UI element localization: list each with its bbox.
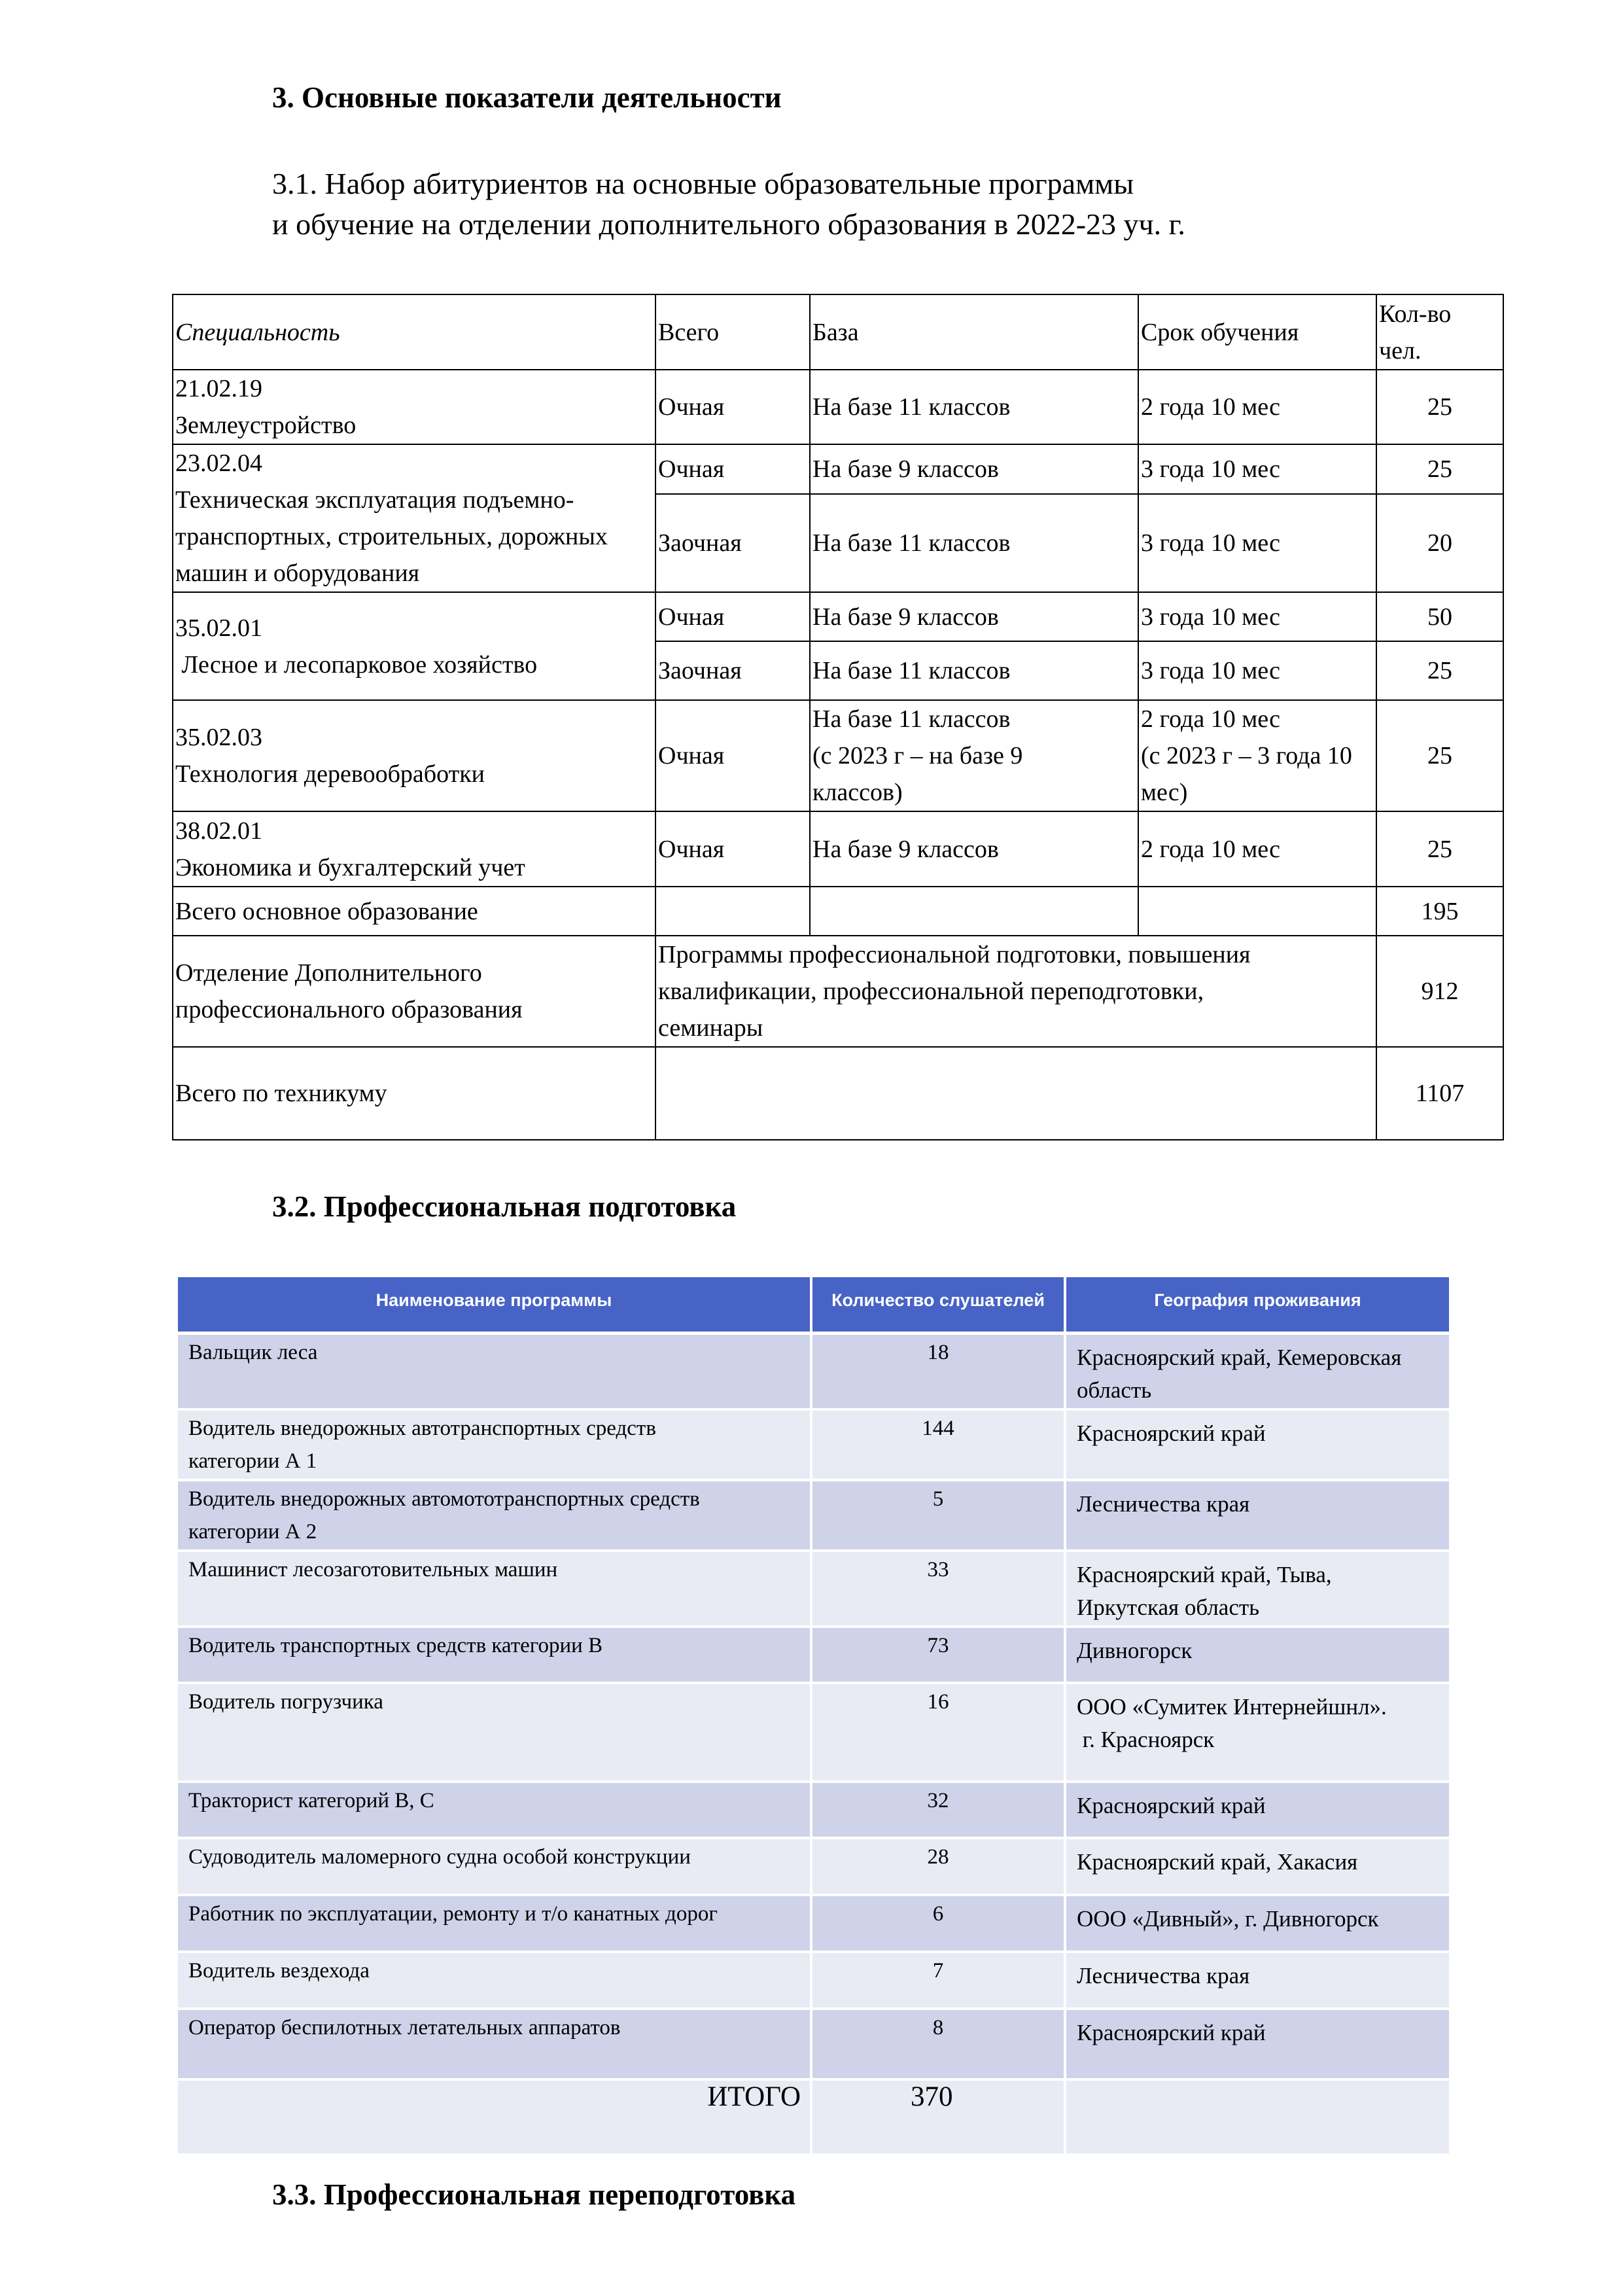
listeners-cell: 8 (811, 2009, 1065, 2079)
geography-cell: Лесничества края (1065, 1480, 1449, 1551)
table-row (173, 370, 1503, 444)
listeners-cell: 73 (811, 1627, 1065, 1683)
listeners-cell: 144 (811, 1409, 1065, 1480)
total-main-label: Всего основное образование (173, 887, 655, 936)
header-geography: География проживания (1065, 1277, 1449, 1333)
base-cell: На базе 11 классов (810, 494, 1138, 592)
total-main-value: 195 (1376, 887, 1503, 936)
specialty-cell: 35.02.01 Лесное и лесопарковое хозяйство (173, 592, 655, 700)
geography-cell: ООО «Дивный», г. Дивногорск (1065, 1895, 1449, 1952)
header-count: Кол-во чел. (1376, 294, 1503, 370)
listeners-cell: 28 (811, 1838, 1065, 1895)
form-cell: Заочная (655, 494, 810, 592)
section-31-title-line1: 3.1. Набор абитуриентов на основные образовательные программы (272, 167, 1134, 200)
table-header-row (173, 294, 1503, 370)
geography-cell: Красноярский край, Хакасия (1065, 1838, 1449, 1895)
listeners-cell: 33 (811, 1551, 1065, 1627)
form-cell: Очная (655, 700, 810, 811)
dpo-description: Программы профессиональной подготовки, повышения квалификации, профессиональной переподготовки, семинары (655, 936, 1376, 1047)
total-all-value: 1107 (1376, 1047, 1503, 1140)
program-cell: Вальщик леса (178, 1333, 811, 1409)
table-row (178, 1952, 1449, 2009)
count-cell: 25 (1376, 370, 1503, 444)
count-cell: 25 (1376, 811, 1503, 887)
table-row (178, 1895, 1449, 1952)
count-cell: 50 (1376, 592, 1503, 641)
program-cell: Машинист лесозаготовительных машин (178, 1551, 811, 1627)
header-listeners: Количество слушателей (811, 1277, 1065, 1333)
header-total: Всего (655, 294, 810, 370)
total-value: 370 (811, 2079, 1065, 2155)
section-32-title: 3.2. Профессиональная подготовка (272, 1190, 737, 1223)
term-cell: 2 года 10 мес (1138, 370, 1376, 444)
listeners-cell: 16 (811, 1683, 1065, 1782)
term-cell: 3 года 10 мес (1138, 444, 1376, 494)
table-row (178, 2009, 1449, 2079)
listeners-cell: 18 (811, 1333, 1065, 1409)
count-cell: 25 (1376, 444, 1503, 494)
header-program: Наименование программы (178, 1277, 811, 1333)
term-cell: 3 года 10 мес (1138, 641, 1376, 700)
program-cell: Водитель погрузчика (178, 1683, 811, 1782)
total-label: ИТОГО (178, 2079, 811, 2155)
header-base: База (810, 294, 1138, 370)
program-cell: Судоводитель маломерного судна особой конструкции (178, 1838, 811, 1895)
section-33-title: 3.3. Профессиональная переподготовка (272, 2178, 796, 2211)
table-row (173, 700, 1503, 811)
specialty-cell: 35.02.03 Технология деревообработки (173, 700, 655, 811)
form-cell: Очная (655, 370, 810, 444)
admissions-table (172, 294, 1503, 1140)
section-31-title-line2: и обучение на отделении дополнительного образования в 2022-23 уч. г. (272, 207, 1185, 241)
term-cell: 3 года 10 мес (1138, 592, 1376, 641)
table-row (173, 1047, 1503, 1140)
dpo-label: Отделение Дополнительного профессионального образования (173, 936, 655, 1047)
specialty-cell: 38.02.01 Экономика и бухгалтерский учет (173, 811, 655, 887)
header-term: Срок обучения (1138, 294, 1376, 370)
term-cell: 2 года 10 мес (с 2023 г – 3 года 10 мес) (1138, 700, 1376, 811)
geography-cell: Красноярский край (1065, 2009, 1449, 2079)
listeners-cell: 7 (811, 1952, 1065, 2009)
term-cell: 2 года 10 мес (1138, 811, 1376, 887)
table-row (178, 1838, 1449, 1895)
table-row (178, 1409, 1449, 1480)
geography-cell: Лесничества края (1065, 1952, 1449, 2009)
program-cell: Оператор беспилотных летательных аппаратов (178, 2009, 811, 2079)
table-row (173, 887, 1503, 936)
base-cell: На базе 9 классов (810, 444, 1138, 494)
table-row (178, 1551, 1449, 1627)
term-cell: 3 года 10 мес (1138, 494, 1376, 592)
geography-cell: Красноярский край (1065, 1409, 1449, 1480)
header-specialty: Специальность (173, 294, 655, 370)
base-cell: На базе 9 классов (810, 811, 1138, 887)
table-row (178, 1782, 1449, 1838)
program-cell: Тракторист категорий В, С (178, 1782, 811, 1838)
program-cell: Водитель внедорожных автомототранспортных средств категории А 2 (178, 1480, 811, 1551)
geography-cell: ООО «Сумитек Интернейшнл». г. Красноярск (1065, 1683, 1449, 1782)
listeners-cell: 32 (811, 1782, 1065, 1838)
dpo-value: 912 (1376, 936, 1503, 1047)
geography-cell: Красноярский край (1065, 1782, 1449, 1838)
table-row (173, 936, 1503, 1047)
table-row (178, 1683, 1449, 1782)
listeners-cell: 5 (811, 1480, 1065, 1551)
table-row (178, 1627, 1449, 1683)
total-row (178, 2079, 1449, 2155)
total-all-label: Всего по техникуму (173, 1047, 655, 1140)
program-cell: Водитель транспортных средств категории В (178, 1627, 811, 1683)
count-cell: 25 (1376, 700, 1503, 811)
geography-cell: Красноярский край, Тыва, Иркутская область (1065, 1551, 1449, 1627)
page-heading: 3. Основные показатели деятельности (272, 81, 782, 114)
table-row (173, 592, 1503, 641)
listeners-cell: 6 (811, 1895, 1065, 1952)
section-31-title (272, 164, 1185, 245)
base-cell: На базе 11 классов (с 2023 г – на базе 9 классов) (810, 700, 1138, 811)
form-cell: Очная (655, 444, 810, 494)
count-cell: 25 (1376, 641, 1503, 700)
geography-cell: Дивногорск (1065, 1627, 1449, 1683)
base-cell: На базе 9 классов (810, 592, 1138, 641)
table-row (173, 811, 1503, 887)
form-cell: Заочная (655, 641, 810, 700)
table-row (178, 1480, 1449, 1551)
program-cell: Водитель вездехода (178, 1952, 811, 2009)
form-cell: Очная (655, 811, 810, 887)
base-cell: На базе 11 классов (810, 641, 1138, 700)
table-row (173, 444, 1503, 494)
geography-cell: Красноярский край, Кемеровская область (1065, 1333, 1449, 1409)
base-cell: На базе 11 классов (810, 370, 1138, 444)
program-cell: Водитель внедорожных автотранспортных средств категории А 1 (178, 1409, 811, 1480)
count-cell: 20 (1376, 494, 1503, 592)
training-table (178, 1277, 1449, 2156)
specialty-cell: 21.02.19 Землеустройство (173, 370, 655, 444)
table-row (178, 1333, 1449, 1409)
specialty-cell: 23.02.04 Техническая эксплуатация подъемно- транспортных, строительных, дорожных машин и оборудования (173, 444, 655, 592)
table-header-row (178, 1277, 1449, 1333)
program-cell: Работник по эксплуатации, ремонту и т/о канатных дорог (178, 1895, 811, 1952)
form-cell: Очная (655, 592, 810, 641)
